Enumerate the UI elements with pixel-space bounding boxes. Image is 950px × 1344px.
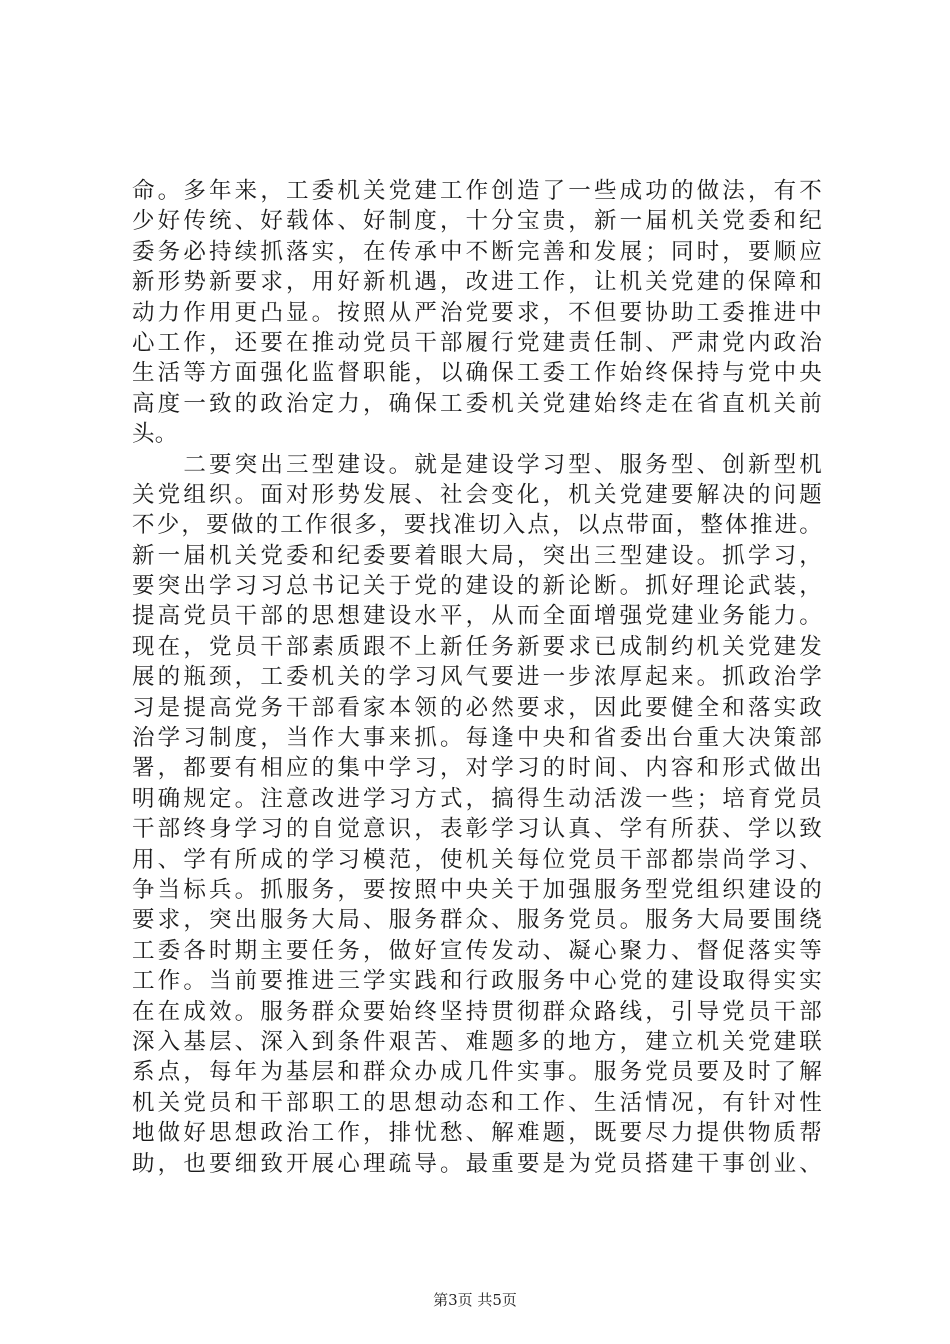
- text-line: 命。多年来，工委机关党建工作创造了一些成功的做法，有不: [132, 178, 822, 204]
- text-line: 动力作用更凸显。按照从严治党要求，不但要协助工委推进中: [132, 299, 822, 326]
- text-line: 不少，要做的工作很多，要找准切入点，以点带面，整体推进。: [132, 512, 822, 539]
- text-line: 机关党员和干部职工的思想动态和工作、生活情况，有针对性: [132, 1089, 822, 1116]
- text-line: 展的瓶颈，工委机关的学习风气要进一步浓厚起来。抓政治学: [132, 664, 822, 691]
- text-line: 现在，党员干部素质跟不上新任务新要求已成制约机关党建发: [132, 633, 822, 660]
- text-line: 委务必持续抓落实，在传承中不断完善和发展；同时，要顺应: [132, 238, 822, 265]
- text-line: 干部终身学习的自觉意识，表彰学习认真、学有所获、学以致: [132, 816, 822, 843]
- text-line: 地做好思想政治工作，排忧愁、解难题，既要尽力提供物质帮: [132, 1120, 822, 1147]
- text-line: 高度一致的政治定力，确保工委机关党建始终走在省直机关前: [132, 390, 822, 417]
- text-line: 心工作，还要在推动党员干部履行党建责任制、严肃党内政治: [132, 329, 822, 356]
- text-line: 生活等方面强化监督职能，以确保工委工作始终保持与党中央: [132, 360, 822, 387]
- text-line: 少好传统、好载体、好制度，十分宝贵，新一届机关党委和纪: [132, 208, 822, 235]
- text-line: 二要突出三型建设。就是建设学习型、服务型、创新型机: [132, 451, 822, 478]
- text-line: 治学习制度，当作大事来抓。每逢中央和省委出台重大决策部: [132, 725, 822, 752]
- text-line: 明确规定。注意改进学习方式，搞得生动活泼一些；培育党员: [132, 785, 822, 812]
- page-number-footer: 第3页 共5页: [433, 1291, 517, 1309]
- text-line: 署，都要有相应的集中学习，对学习的时间、内容和形式做出: [132, 755, 822, 782]
- text-line: 系点，每年为基层和群众办成几件实事。服务党员要及时了解: [132, 1059, 822, 1086]
- text-line: 助，也要细致开展心理疏导。最重要是为党员搭建干事创业、: [132, 1150, 822, 1177]
- text-line: 争当标兵。抓服务，要按照中央关于加强服务型党组织建设的: [132, 876, 822, 903]
- text-line: 用、学有所成的学习模范，使机关每位党员干部都崇尚学习、: [132, 846, 822, 873]
- text-line: 头。: [132, 421, 178, 448]
- text-line: 深入基层、深入到条件艰苦、难题多的地方，建立机关党建联: [132, 1028, 822, 1055]
- text-line: 提高党员干部的思想建设水平，从而全面增强党建业务能力。: [132, 603, 822, 630]
- text-line: 要求，突出服务大局、服务群众、服务党员。服务大局要围绕: [132, 907, 822, 934]
- text-line: 新形势新要求，用好新机遇，改进工作，让机关党建的保障和: [132, 269, 822, 296]
- text-line: 在在成效。服务群众要始终坚持贯彻群众路线，引导党员干部: [132, 998, 822, 1025]
- text-line: 工委各时期主要任务，做好宣传发动、凝心聚力、督促落实等: [132, 937, 822, 964]
- text-line: 关党组织。面对形势发展、社会变化，机关党建要解决的问题: [132, 481, 822, 508]
- text-line: 习是提高党务干部看家本领的必然要求，因此要健全和落实政: [132, 694, 822, 721]
- text-line: 新一届机关党委和纪委要着眼大局，突出三型建设。抓学习，: [132, 542, 822, 569]
- text-line: 要突出学习习总书记关于党的建设的新论断。抓好理论武装，: [132, 573, 822, 600]
- text-line: 工作。当前要推进三学实践和行政服务中心党的建设取得实实: [132, 968, 822, 995]
- document-body: [132, 176, 822, 1179]
